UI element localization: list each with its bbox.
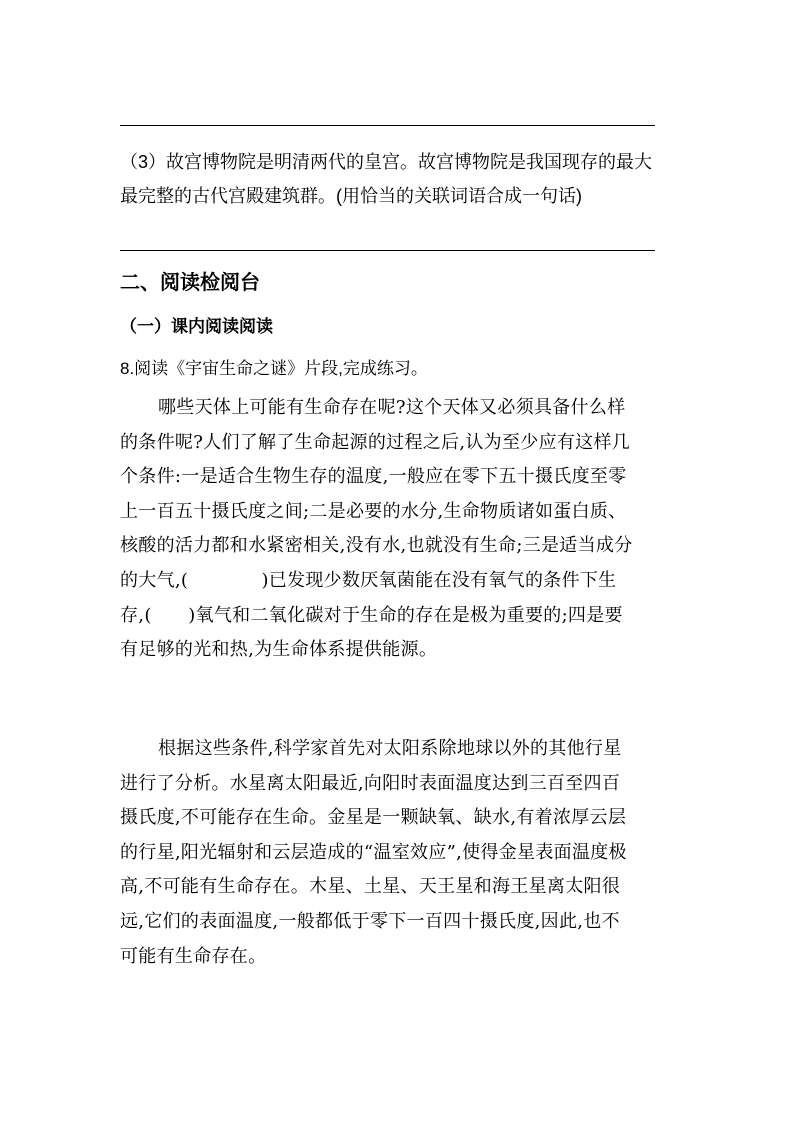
passage-line: 哪些天体上可能有生命存在呢?这个天体又必须具备什么样	[158, 397, 626, 418]
passage-line: 的行星,阳光辐射和云层造成的“温室效应”,使得金星表面温度极	[120, 841, 627, 863]
passage-line: 个条件:一是适合生物生存的温度,一般应在零下五十摄氏度至零	[120, 466, 627, 488]
passage-line: 进行了分析。水星离太阳最近,向阳时表面温度达到三百至四百	[120, 772, 621, 794]
passage-line: 摄氏度,不可能存在生命。金星是一颗缺氧、缺水,有着浓厚云层	[120, 807, 627, 829]
passage-line: 的条件呢?人们了解了生命起源的过程之后,认为至少应有这样几	[120, 431, 631, 453]
question-8-prompt: 8.阅读《宇宙生命之谜》片段,完成练习。	[120, 359, 428, 378]
subsection-title: （一）课内阅读阅读	[120, 317, 273, 336]
passage-line: 可能有生命存在。	[120, 945, 267, 967]
passage-line: 核酸的活力都和水紧密相关,没有水,也就没有生命;三是适当成分	[120, 535, 633, 557]
passage-line: 存,( )氧气和二氧化碳对于生命的存在是极为重要的;四是要	[120, 604, 623, 626]
passage-line: 远,它们的表面温度,一般都低于零下一百四十摄氏度,因此,也不	[120, 910, 620, 932]
answer-line[interactable]	[120, 125, 655, 126]
section-title: 二、阅读检阅台	[120, 272, 260, 294]
passage-line: 上一百五十摄氏度之间;二是必要的水分,生命物质诸如蛋白质、	[120, 500, 627, 522]
question-3-line: 最完整的古代宫殿建筑群。(用恰当的关联词语合成一句话)	[120, 186, 582, 206]
passage-line: 高,不可能有生命存在。木星、土星、天王星和海王星离太阳很	[120, 876, 621, 898]
passage-line: 根据这些条件,科学家首先对太阳系除地球以外的其他行星	[158, 738, 622, 759]
passage-paragraph-2	[120, 732, 680, 974]
passage-paragraph-1	[120, 391, 680, 668]
question-3-line: （3）故宫博物院是明清两代的皇宫。故宫博物院是我国现存的最大	[120, 152, 653, 172]
answer-line[interactable]	[120, 250, 655, 251]
passage-line: 的大气,( )已发现少数厌氧菌能在没有氧气的条件下生	[120, 569, 617, 591]
passage-line: 有足够的光和热,为生命体系提供能源。	[120, 639, 438, 661]
question-3	[120, 145, 680, 213]
